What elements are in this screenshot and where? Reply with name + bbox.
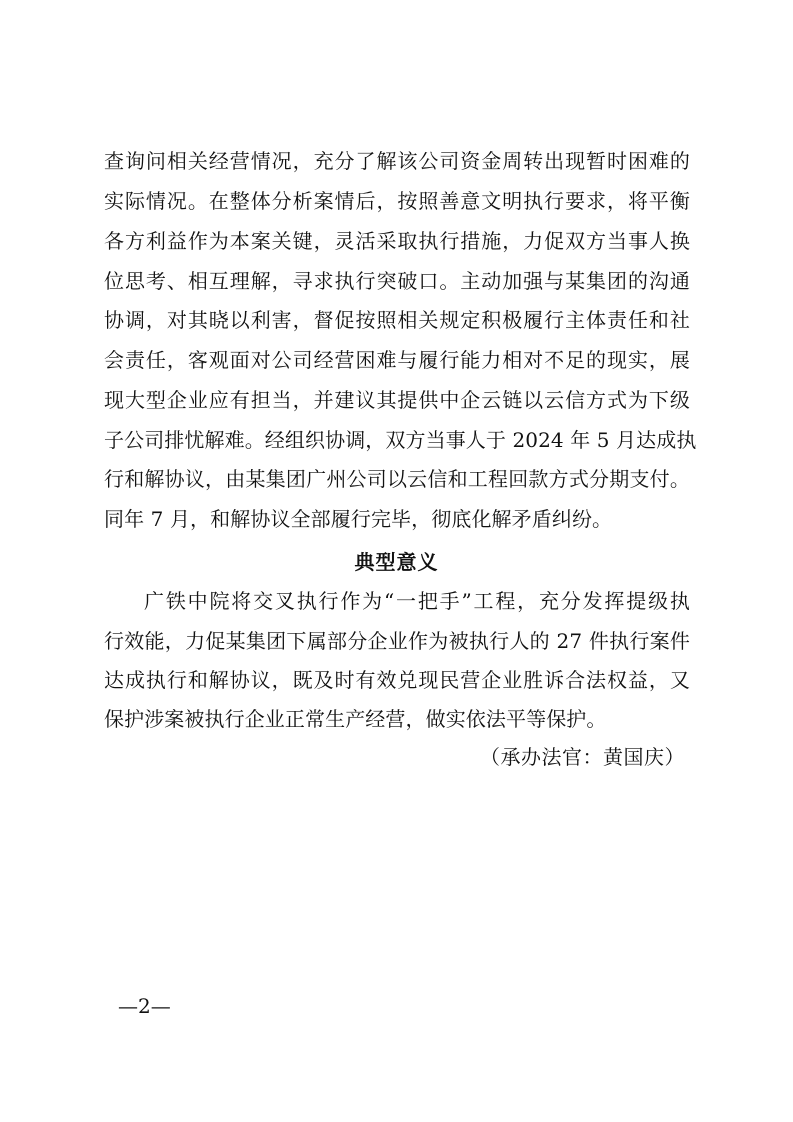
paragraph-line: 广铁中院将交叉执行作为“一把手”工程，充分发挥提级执 [144, 589, 690, 613]
paragraph-line: 各方利益作为本案关键，灵活采取执行措施，力促双方当事人换 [104, 229, 690, 253]
page-number: —2— [118, 994, 171, 1018]
paragraph-line: 子公司排忧解难。经组织协调，双方当事人于 2024 年 5 月达成执 [104, 428, 697, 452]
judge-signature: （承办法官：黄国庆） [480, 745, 685, 769]
paragraph-line: 行效能，力促某集团下属部分企业作为被执行人的 27 件执行案件 [104, 629, 690, 653]
paragraph-line: 协调，对其晓以利害，督促按照相关规定积极履行主体责任和社 [104, 308, 690, 332]
paragraph-line: 行和解协议，由某集团广州公司以云信和工程回款方式分期支付。 [104, 467, 690, 491]
paragraph-line: 实际情况。在整体分析案情后，按照善意文明执行要求，将平衡 [104, 189, 690, 213]
paragraph-line: 保护涉案被执行企业正常生产经营，做实依法平等保护。 [104, 707, 607, 731]
paragraph-line: 达成执行和解协议，既及时有效兑现民营企业胜诉合法权益，又 [104, 668, 690, 692]
paragraph-line: 同年 7 月，和解协议全部履行完毕，彻底化解矛盾纠纷。 [104, 507, 613, 531]
paragraph-line: 查询问相关经营情况，充分了解该公司资金周转出现暂时困难的 [104, 149, 690, 173]
paragraph-line: 位思考、相互理解，寻求执行突破口。主动加强与某集团的沟通 [104, 269, 690, 293]
paragraph-line: 现大型企业应有担当，并建议其提供中企云链以云信方式为下级 [104, 388, 690, 412]
section-heading: 典型意义 [354, 550, 439, 574]
paragraph-line: 会责任，客观面对公司经营困难与履行能力相对不足的现实，展 [104, 348, 690, 372]
